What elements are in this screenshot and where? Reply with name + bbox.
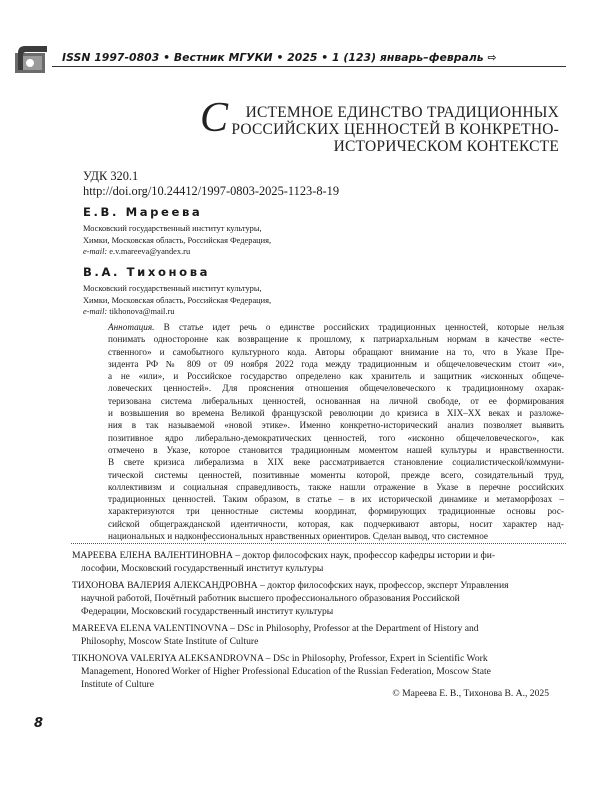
email-label: e-mail:: [83, 307, 108, 317]
copyright: © Мареева Е. В., Тихонова В. А., 2025: [392, 688, 549, 699]
abstract-line: а не «или», и Российское государство определено как хранитель и защитник «исконных общече-: [108, 371, 564, 382]
abstract-line: понимать односторонне как возвращение к прошлому, к патриархальным нормам в качестве «есте-: [108, 334, 564, 345]
author-affiliation: Московский государственный институт культуры, Химки, Московская область, Российская Федерация, e-mail: tikhonova@mail.ru: [83, 284, 272, 317]
abstract-line: позитивное ядро либерально-демократических ценностей, того «исконно общечеловеческого», как: [108, 432, 564, 443]
abstract-line: ственного» и самобытного культурного кода. Авторы обращают внимание на то, что в Указе Пре-: [108, 346, 564, 357]
abstract-line: коллективизм и социальная справедливость, также нашли отражение в Указе в перечне российских: [108, 481, 564, 492]
title-line: ИСТЕМНОЕ ЕДИНСТВО ТРАДИЦИОННЫХ: [245, 104, 559, 121]
email-label: e-mail:: [83, 247, 108, 257]
year: 2025: [287, 51, 318, 64]
abstract-line: отмечено в Указе, которое становится традиционным моментом нашей культуры и нравственности.: [108, 444, 564, 455]
journal-name: Вестник МГУКИ: [173, 51, 273, 64]
author-name: В.А. Тихонова: [83, 265, 211, 279]
udk-code: УДК 320.1: [83, 169, 139, 183]
author-bio: MAREEVA ELENA VALENTINOVNA – DSc in Philosophy, Professor at the Department of History and Philosophy, Moscow State Institute of Culture: [72, 623, 479, 647]
dotted-divider: [71, 543, 566, 544]
title-initial: С: [200, 95, 229, 141]
abstract-line: традиционных ценностей. Таким образом, в статье – в их исторической динамике и метаморфозах –: [108, 494, 564, 505]
title-line: РОССИЙСКИХ ЦЕННОСТЕЙ В КОНКРЕТНО-: [231, 121, 559, 138]
arrow-right-icon: ⇨: [487, 51, 497, 64]
abstract-line: сийской общегражданской идентичности, которая, как подчеркивают авторы, носит характер над-: [108, 518, 564, 529]
abstract: Аннотация. В статье идет речь о единстве российских традиционных ценностей, которые нельзя понимать односторонне как возвращение к прошлому, к патриархальным нормам в качестве «есте- ственного» и самобытного культурного кода. Авторы обращают внимание на то, что в Указе Пре- зидента РФ № 809 от 09 ноября 2022 года между традиционным и общечеловеческим стоит «и», а не «или», и Российское государство определено как хранитель и защитник «исконных общече- ловеческих ценностей». Для прояснения отношения общечеловеческого к традиционному охарак- теризована система либеральных ценностей, основанная на личной свободе, от ее формирования и возвышения во времена Великой французской революции до кризиса в XIX–XX веках и разложе- ния в так называемой «новой этике». Именно конкретно-исторический анализ позволяет выявить позитивное ядро либерально-демократических ценностей, того «исконно общечеловеческого», как отмечено в Указе, которое становится традиционным моментом нашей культуры и нравственности. В свете кризиса либерализма в XIX веке рассматривается становление социалистической/коммуни- тической системы ценностей, позитивные моменты которой, прежде всего, созидательный труд, коллективизм и социальная справедливость, также нашли отражение в Указе в перечне российских традиционных ценностей. Таким образом, в статье – в их исторической динамике и метаморфозах – характеризуются три ценностные системы координат, формирующих традиционные основы рос- сийской общегражданской идентичности, которая, как подчеркивают авторы, носит характер над- национальных и надконфессиональных нравственных ориентиров. Сделан вывод, что системное: [108, 322, 564, 542]
author-bio: МАРЕЕВА ЕЛЕНА ВАЛЕНТИНОВНА – доктор философских наук, профессор кафедры истории и фи- лософии, Московский государственный институт культуры: [72, 550, 496, 574]
author-name: Е.В. Мареева: [83, 205, 203, 219]
page-number: 8: [34, 716, 44, 731]
author-email[interactable]: e.v.mareeva@yandex.ru: [109, 247, 191, 257]
abstract-line: национальных и надконфессиональных нравственных ориентиров. Сделан вывод, что системное: [108, 531, 488, 542]
abstract-line: зидента РФ № 809 от 09 ноября 2022 года между традиционным и общечеловеческим стоит «и»,: [108, 358, 564, 369]
issn: ISSN 1997-0803: [62, 51, 160, 64]
journal-logo-icon: [14, 44, 48, 74]
title-line: ИСТОРИЧЕСКОМ КОНТЕКСТЕ: [333, 138, 559, 155]
journal-header: ISSN 1997-0803 • Вестник МГУКИ • 2025 • 1 (123) январь–февраль ⇨: [62, 51, 497, 64]
author-bio: ТИХОНОВА ВАЛЕРИЯ АЛЕКСАНДРОВНА – доктор философских наук, профессор, эксперт Управления научной работой, Почётный работник высшего профессионального образования Российской Федерации, Московский государственный институт культуры: [72, 580, 509, 617]
author-email[interactable]: tikhonova@mail.ru: [109, 307, 175, 317]
abstract-line: ния в так называемой «новой этике». Именно конкретно-исторический анализ позволяет выявить: [108, 420, 564, 431]
abstract-line: теризована система либеральных ценностей, основанная на личной свободе, от ее формирования: [108, 395, 564, 406]
abstract-line: ловеческих ценностей». Для прояснения отношения общечеловеческого к традиционному охарак-: [108, 383, 564, 394]
abstract-line: В свете кризиса либерализма в XIX веке рассматривается становление социалистической/коммуни-: [108, 457, 564, 468]
abstract-line: тической системы ценностей, позитивные моменты которой, прежде всего, созидательный труд,: [108, 469, 564, 480]
author-affiliation: Московский государственный институт культуры, Химки, Московская область, Российская Федерация, e-mail: e.v.mareeva@yandex.ru: [83, 224, 272, 257]
header-rule: [52, 66, 566, 67]
doi-link[interactable]: http://doi.org/10.24412/1997-0803-2025-1123-8-19: [83, 184, 340, 198]
abstract-label: Аннотация.: [108, 322, 155, 332]
abstract-line: характеризуются три ценностные системы координат, формирующих традиционные основы рос-: [108, 506, 564, 517]
author-bios: [72, 550, 566, 696]
issue: 1 (123) январь–февраль: [332, 51, 484, 64]
author-bio: TIKHONOVA VALERIYA ALEKSANDROVNA – DSc in Philosophy, Professor, Expert in Scientific Work Management, Honored Worker of Higher Professional Education of the Russian Federation, Moscow State Institute of Culture: [72, 653, 491, 690]
abstract-line: и возвышения во времена Великой французской революции до кризиса в XIX–XX веках и разложе-: [108, 408, 564, 419]
